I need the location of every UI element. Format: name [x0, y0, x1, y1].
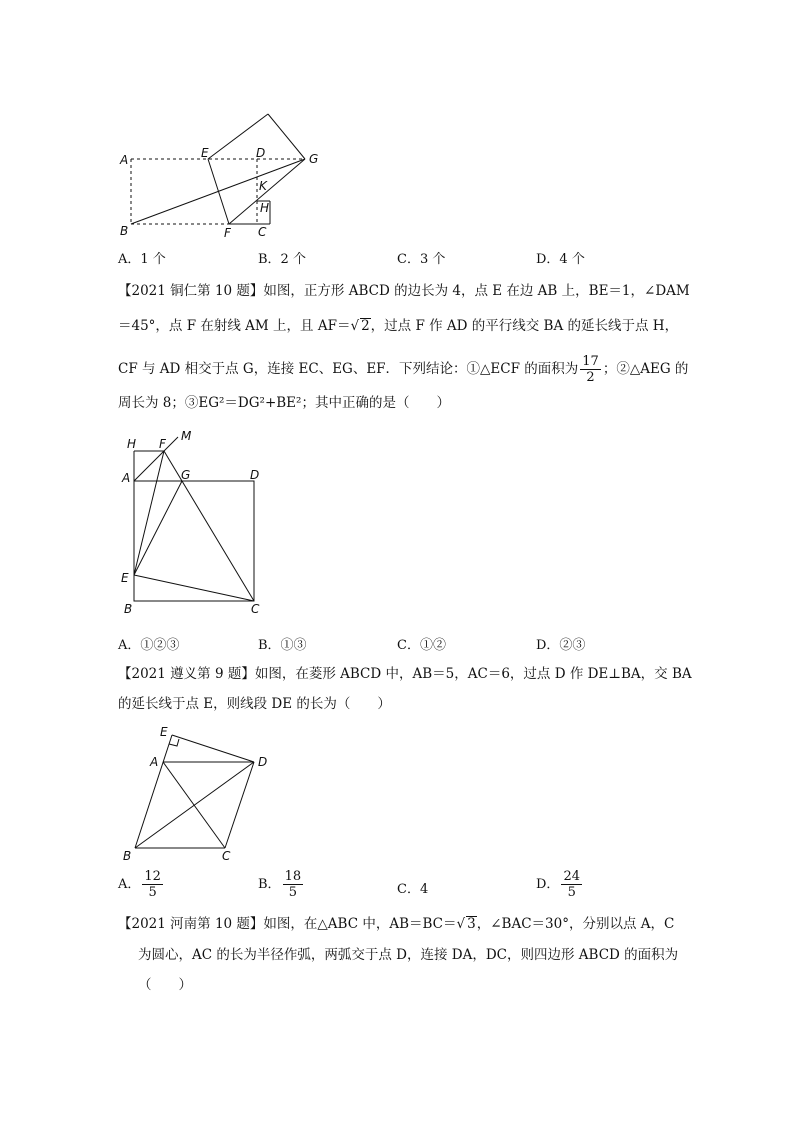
q3-option-b-prefix: B． [258, 877, 281, 892]
q3-option-d-num: 24 [563, 869, 580, 884]
q1-option-b[interactable]: B．2 个 [258, 252, 306, 267]
q2-frac-num: 17 [582, 354, 599, 369]
q3-option-b[interactable] [258, 869, 305, 900]
fig2-label-D: D [250, 468, 260, 482]
fig1-label-G: G [309, 152, 319, 166]
fig1-label-A: A [120, 153, 129, 167]
q2-tag: 【2021 铜仁第 10 题】 [118, 283, 264, 299]
q3-option-d-prefix: D． [536, 877, 560, 892]
q2-line-4: 周长为 8；③EG²＝DG²+BE²；其中正确的是（ ） [118, 395, 450, 411]
q3-option-a-num: 12 [144, 869, 161, 884]
fig3-label-B: B [123, 849, 132, 863]
q3-option-b-frac [283, 869, 304, 900]
q3-option-d-den: 5 [567, 885, 576, 900]
q2-option-d[interactable]: D．②③ [536, 638, 586, 653]
q4-tag: 【2021 河南第 10 题】 [118, 916, 264, 932]
fig2-label-E: E [121, 571, 129, 585]
q4-line-3: （ ） [138, 977, 192, 993]
q4-line-1a: 如图，在△ABC 中，AB＝BC＝ [263, 916, 457, 932]
fig3-label-C: C [222, 849, 231, 863]
q2-frac-den: 2 [586, 370, 595, 385]
q1-option-a[interactable]: A．1 个 [118, 252, 166, 267]
fig1-label-E: E [201, 146, 209, 160]
q2-line-2 [118, 316, 678, 336]
q2-line-2a: ＝45°，点 F 在射线 AM 上，且 AF＝ [118, 318, 351, 334]
q3-option-c[interactable]: C．4 [397, 882, 429, 897]
figure-3-lines [135, 735, 254, 848]
q3-option-a-prefix: A． [118, 877, 141, 892]
q3-line-2: 的延长线于点 E，则线段 DE 的长为（ ） [118, 696, 391, 712]
q2-option-b[interactable]: B．①③ [258, 638, 307, 653]
q4-line-1 [118, 914, 674, 934]
q3-line-1-text: 如图，在菱形 ABCD 中，AB＝5，AC＝6，过点 D 作 DE⊥BA，交 BA [254, 666, 692, 682]
q3-option-d[interactable] [536, 869, 584, 900]
q2-fraction [580, 354, 601, 385]
q2-line-1 [118, 281, 690, 301]
figure-1 [110, 105, 340, 245]
q3-option-a[interactable] [118, 869, 165, 900]
fig2-label-B: B [124, 602, 133, 615]
q3-line-1 [118, 664, 692, 684]
fig2-label-H: H [127, 437, 137, 451]
q4-line-1b: ，∠BAC＝30°，分别以点 A，C [476, 916, 675, 932]
q4-sqrt-radicand: 3 [467, 916, 476, 932]
q3-option-a-den: 5 [148, 885, 157, 900]
fig2-label-G: G [181, 468, 191, 482]
q3-option-b-num: 18 [284, 869, 302, 884]
fig2-label-C: C [251, 602, 260, 615]
sqrt-sign: √ [456, 916, 466, 932]
q2-option-c[interactable]: C．①② [397, 638, 446, 653]
fig2-label-A: A [122, 471, 131, 485]
figure-3 [115, 718, 275, 866]
q3-option-a-frac [142, 869, 163, 900]
figure-1-lines [131, 114, 305, 224]
figure-2-lines [134, 437, 254, 601]
q3-option-d-frac [561, 869, 582, 900]
q2-line-1-text: 如图，正方形 ABCD 的边长为 4，点 E 在边 AB 上，BE＝1，∠DAM [263, 283, 690, 299]
fig3-label-A: A [150, 755, 159, 769]
fig2-label-M: M [181, 429, 192, 443]
figure-2 [115, 425, 275, 615]
fig1-label-F: F [224, 226, 231, 240]
q3-option-b-den: 5 [288, 885, 297, 900]
q2-sqrt-radicand: 2 [361, 318, 370, 334]
fig2-label-F: F [159, 437, 166, 451]
q3-tag: 【2021 遵义第 9 题】 [118, 666, 255, 682]
q2-line-3a: CF 与 AD 相交于点 G，连接 EC、EG、EF．下列结论：①△ECF 的面积为 [118, 361, 579, 377]
sqrt-sign: √ [350, 318, 360, 334]
q2-line-3 [118, 354, 688, 385]
q2-line-2b: ，过点 F 作 AD 的平行线交 BA 的延长线于点 H， [370, 318, 679, 334]
q2-option-a[interactable]: A．①②③ [118, 638, 180, 653]
fig1-label-D: D [256, 146, 266, 160]
fig1-label-B: B [120, 224, 129, 238]
fig1-label-K: K [259, 179, 267, 193]
q1-option-d[interactable]: D．4 个 [536, 252, 585, 267]
fig3-label-E: E [160, 725, 168, 739]
q4-line-2: 为圆心，AC 的长为半径作弧，两弧交于点 D，连接 DA，DC，则四边形 ABCD 的面积为 [138, 947, 679, 963]
q2-line-3b: ；②△AEG 的 [602, 361, 689, 377]
fig1-label-C: C [258, 225, 267, 239]
q1-option-c[interactable]: C．3 个 [397, 252, 446, 267]
fig3-label-D: D [258, 755, 268, 769]
fig1-label-H: H [260, 201, 270, 215]
